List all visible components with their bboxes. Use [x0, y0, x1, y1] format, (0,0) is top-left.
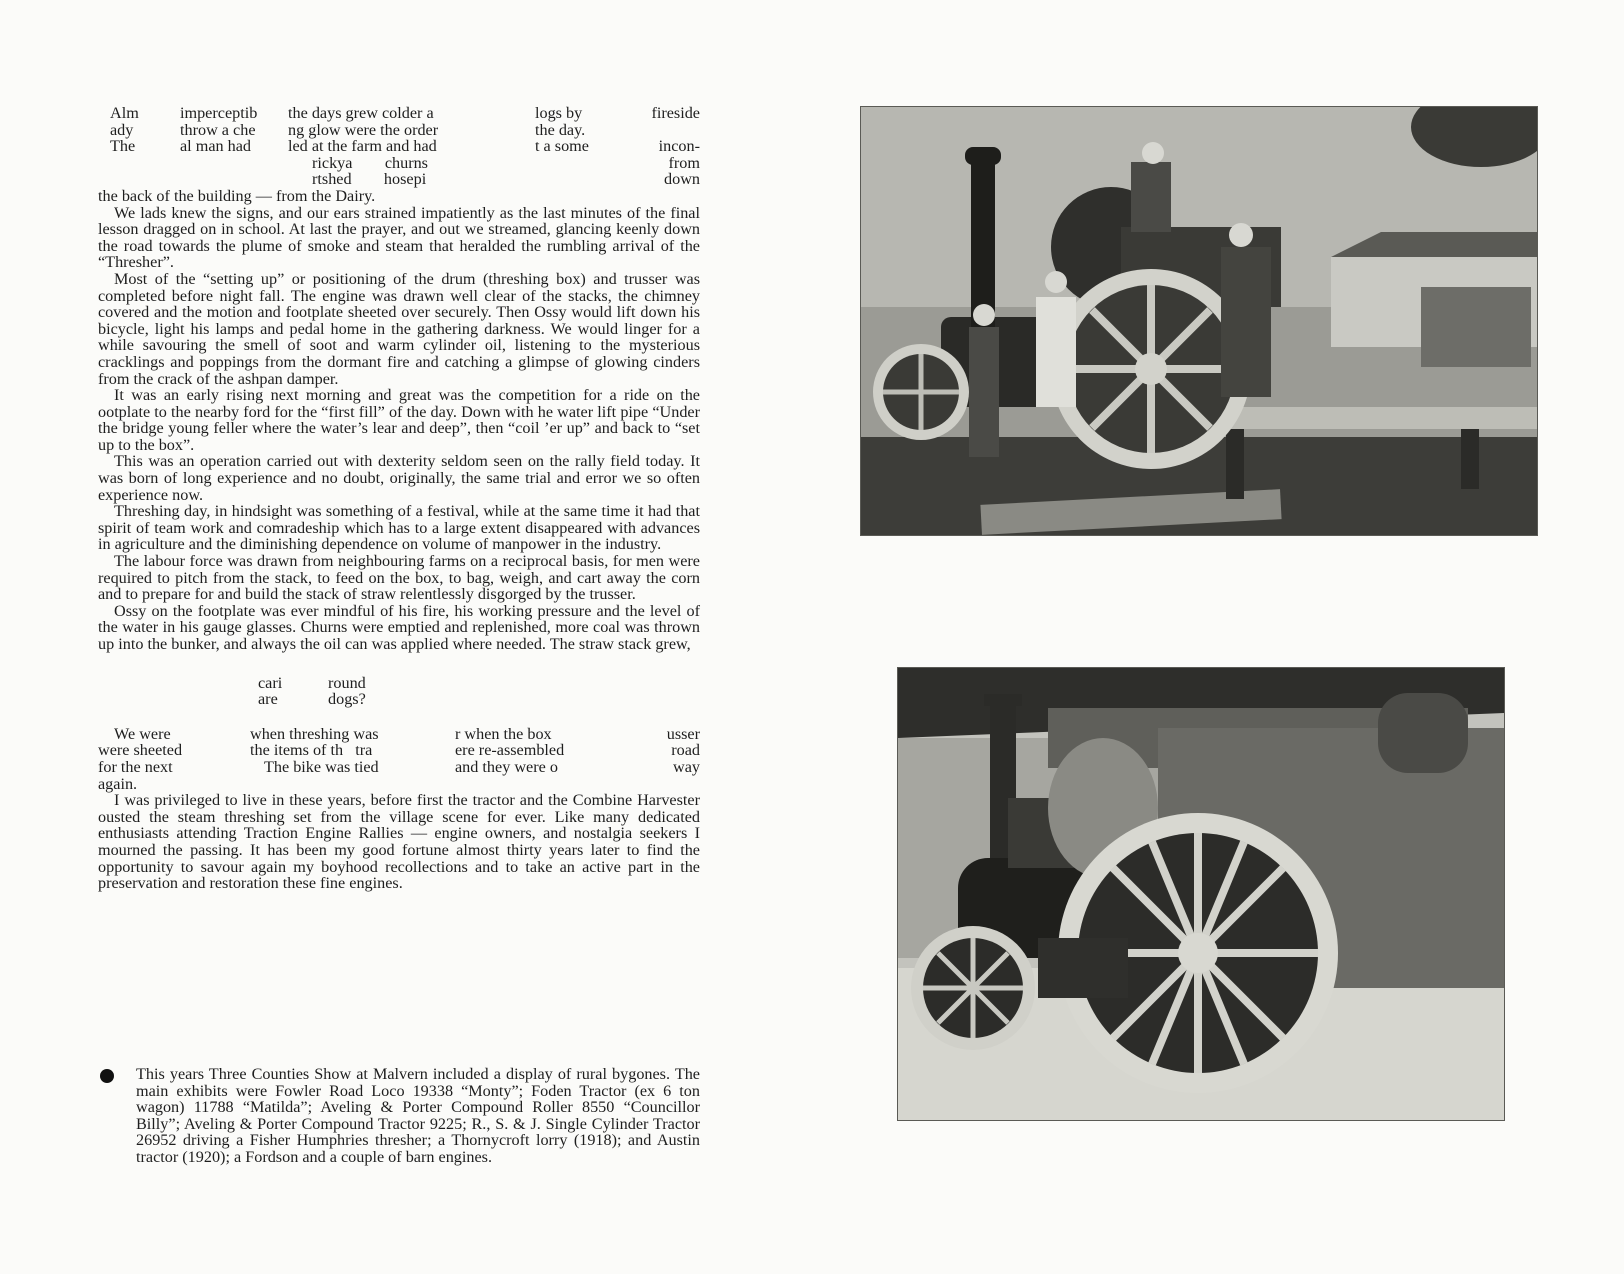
fragment [98, 155, 168, 172]
fragment: al man had [180, 137, 252, 156]
fragment: the day. [535, 120, 586, 139]
fragment: ere re-assembled [455, 741, 565, 760]
fragment: The bike was tied [264, 757, 379, 776]
show-note-text: This years Three Counties Show at Malvern included a display of rural bygones. The main exhibits were Fowler Road Loco 19338 “Monty”; Foden Tractor (ex 6 ton wagon) 11788 “Matilda”; Aveling & Porter Compound Roller 8550 “Councillor Billy”; Aveling & Porter Compound Tractor 9225; R., S. & J. Single Cylinder Tractor 26952 driving a Fisher Humphries thresher; a Thornycroft lorry (1918); and Austin tractor (1920); a Fordson and a couple of barn engines. [136, 1065, 700, 1166]
fragment [98, 171, 168, 188]
fragment: are [258, 690, 278, 709]
torn-fragment-lines-top [98, 105, 700, 188]
photo-threshing-engine [860, 106, 1538, 536]
fragment: from [668, 153, 700, 172]
fragment: throw a che [180, 120, 256, 139]
fragment: r when the box [455, 724, 552, 743]
paragraph: This was an operation carried out with dexterity seldom seen on the rally field today. It was born of long experience and no doubt, originally, the same trial and error we so often experience now. [98, 452, 700, 504]
fragment: cari [258, 673, 283, 692]
paragraph: Threshing day, in hindsight was something of a festival, while at the same time it had that spirit of team work and comradeship which has to a large extent disappeared with advances in agriculture and the diminishing dependence on volume of manpower in the industry. [98, 502, 700, 554]
torn-fragment-lines-bottom [98, 726, 700, 776]
photo-threshing-engine-image [861, 107, 1537, 535]
fragment: incon- [658, 137, 700, 156]
fragment: round [328, 673, 366, 692]
fragment: and they were o [455, 757, 558, 776]
fragment: the items of th tra [250, 741, 373, 760]
fragment: road [671, 741, 700, 760]
fragment: when threshing was [250, 724, 379, 743]
article-text-column [98, 105, 700, 892]
fragment [168, 171, 288, 188]
paragraph: The labour force was drawn from neighbouring farms on a reciprocal basis, for men were required to pitch from the stack, to feed on the box, to bag, weigh, and cart away the corn and to prepare for and build the stack of straw relentlessly disgorged by the trusser. [98, 552, 700, 604]
fragment: dogs? [328, 690, 366, 709]
fragment: the days grew colder a [288, 104, 434, 122]
paragraph: We lads knew the signs, and our ears strained impatiently as the last minutes of the final lesson dragged on in school. At last the prayer, and out we streamed, glancing keenly down the road towards the plume of smoke and steam that heralded the rumbling arrival of the “Thresher”. [98, 203, 700, 272]
torn-fragment-gap [98, 675, 700, 708]
fragment: imperceptib [180, 104, 258, 122]
fragment [523, 171, 633, 188]
fragment: We were [114, 724, 171, 743]
fragment [168, 155, 288, 172]
photo-traction-engine [897, 667, 1505, 1121]
fragment: logs by [535, 104, 583, 122]
fragment: ady [110, 120, 134, 139]
fragment: way [673, 757, 700, 776]
fragment: for the next [98, 757, 173, 776]
fragment: rtshed hosepi [312, 170, 427, 189]
paragraph: I was privileged to live in these years, before first the tractor and the Combine Harvester ousted the steam threshing set from the village scene for ever. Like many dedicated enthusiasts attending Traction Engine Rallies — engine owners, and nostalgia seekers I mourned the passing. It has been my good fortune almost thirty years later to find the opportunity to savour again my boyhood recollections and to take an active part in the preservation and restoration these fine engines. [98, 791, 700, 893]
fragment [523, 155, 633, 172]
fragment: The [110, 137, 136, 156]
bullet-icon [100, 1069, 114, 1083]
fragment: Alm [110, 104, 139, 122]
fragment: t a some [535, 137, 589, 156]
fragment [633, 122, 700, 139]
paragraph: Ossy on the footplate was ever mindful of his fire, his working pressure and the level of the water in his gauge glasses. Churns were emptied and replenished, more coal was thrown up into the bunker, and always the oil can was applied where needed. The straw stack grew, [98, 601, 700, 653]
fragment: down [664, 170, 700, 189]
fragment: ng glow were the order [288, 120, 439, 139]
paragraph: again. [98, 774, 138, 793]
fragment: usser [666, 724, 700, 743]
paragraph: It was an early rising next morning and great was the competition for a ride on the ootplate to the nearby ford for the “first fill” of the day. Down with he water lift pipe “Under the bridge young feller where the water’s lear and deep”, then “coil ’er up” and back to “set up to the box”. [98, 386, 700, 454]
paragraph: Most of the “setting up” or positioning of the drum (threshing box) and trusser was completed before night fall. The engine was drawn well clear of the stacks, the chimney covered and the motion and footplate sheeted over securely. Then Ossy would lift down his bicycle, light his lamps and pedal home in the gathering darkness. We would linger for a while savouring the smell of soot and warm cylinder oil, listening to the mysterious cracklings and poppings from the dormant fire and catching a glimpse of glowing cinders from the crack of the ashpan damper. [98, 269, 700, 388]
show-note [98, 1066, 700, 1166]
fragment: rickya churns [312, 153, 428, 172]
fragment: led at the farm and had [288, 137, 437, 156]
paragraph: the back of the building — from the Dairy. [98, 186, 376, 205]
fragment: fireside [651, 104, 700, 122]
fragment: were sheeted [98, 741, 183, 760]
photo-traction-engine-image [898, 668, 1504, 1120]
